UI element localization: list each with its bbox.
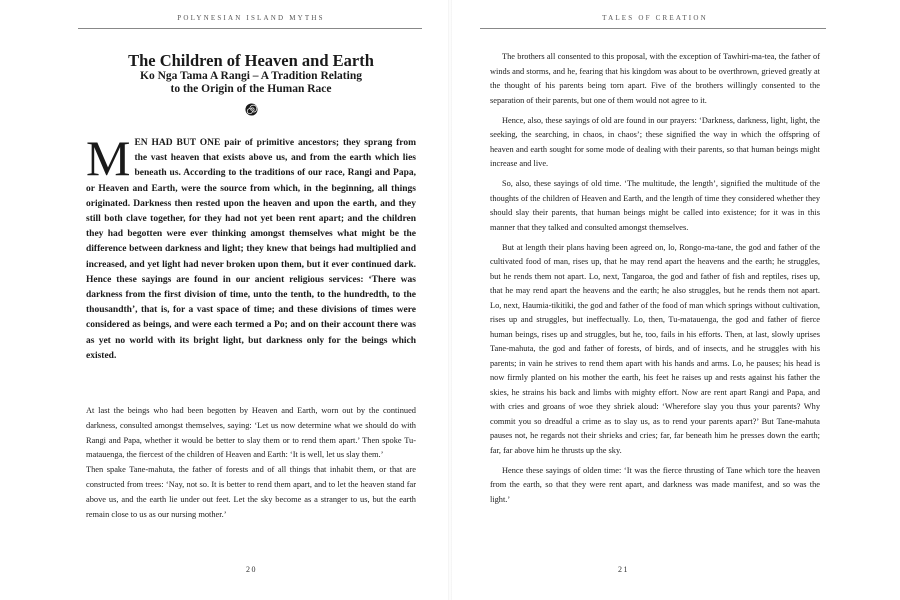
- right-paragraph-3: So, also, these sayings of old time. ‘The multitude, the length’, signified the multitude of the thoughts of the children of Heaven and Earth, and the length of time they considered whether they should slay their parents, that human beings might be called into existence; for it was in this manner that they talked and consulted amongst themselves.: [490, 179, 820, 232]
- left-header-rule: [78, 28, 422, 29]
- right-running-head: TALES OF CREATION: [602, 14, 708, 22]
- opening-text: EN HAD BUT ONE pair of primitive ancestors; they sprang from the vast heaven that exists above us, and from the earth which lies beneath us. According to the traditions of our race, Rangi and Papa, or Heaven and Earth, were the source from which, in the beginning, all things originated. Darkness then rested upon the heaven and upon the earth, and they still both clave together, for they had not yet been rent apart; and the children they had begotten were ever thinking amongst themselves what might be the difference between darkness and light; they knew that beings had multiplied and increased, and yet light had never broken upon them, but it ever continued dark. Hence these sayings are found in our ancient religious services: ‘There was darkness from the first division of time, unto the tenth, to the hundredth, to the thousandth’, that is, for a vast space of time; and these divisions of times were considered as beings, and were each termed a Po; and on their account there was as yet no world with its bright light, but darkness only for the beings which existed.: [86, 138, 416, 361]
- right-page-number: 21: [618, 565, 629, 574]
- spiral-ornament-icon: [86, 103, 416, 116]
- right-body-text: [490, 50, 820, 513]
- chapter-title: The Children of Heaven and Earth: [128, 51, 374, 70]
- left-running-head: POLYNESIAN ISLAND MYTHS: [177, 14, 325, 22]
- chapter-heading: [86, 52, 416, 116]
- left-paragraph-1: At last the beings who had been begotten by Heaven and Earth, worn out by the continued darkness, consulted amongst themselves, saying: ‘Let us now determine what we should do with Rangi and Papa, whether it would be better to slay them or to rend them apart.’ Then spoke Tu-matauenga, the fiercest of the children of Heaven and Earth: ‘It is well, let us slay them.’: [86, 406, 416, 460]
- drop-cap: M: [86, 130, 131, 186]
- right-paragraph-1: The brothers all consented to this proposal, with the exception of Tawhiri-ma-tea, the father of winds and storms, and he, fearing that his kingdom was about to be overthrown, grieved greatly at the thought of his parents being torn apart. Five of the brothers willingly consented to the separation of their parents, but one of them would not agree to it.: [490, 52, 820, 105]
- right-page: [450, 0, 900, 600]
- left-body-text: [86, 404, 416, 522]
- right-paragraph-4: But at length their plans having been agreed on, lo, Rongo-ma-tane, the god and father of the cultivated food of man, rises up, that he may rend apart the heavens and the earth; he struggles, but he rends them not apart. Lo, next, Tangaroa, the god and father of fish and reptiles, rises up, that he may rend apart the heavens and the earth; he also struggles, but he rends them not apart. Lo, next, Haumia-tikitiki, the god and father of the food of man which springs without cultivation, rises up and struggles, but ineffectually. Lo, then, Tu-matauenga, the god and father of fierce human beings, rises up and struggles, but he, too, fails in his efforts. Then, at last, slowly uprises Tane-mahuta, the god and father of forests, of birds, and of insects, and he struggles with his parents; in vain he strives to rend them apart with his hands and arms. Lo, he pauses; his head is now firmly planted on his mother the earth, his feet he raises up and rests against his father the skies, he strains his back and limbs with mighty effort. Now are rent apart Rangi and Papa, and with cries and groans of woe they shriek aloud: ‘Wherefore slay you thus your parents? Why commit you so dreadful a crime as to slay us, as to rend your parents apart?’ But Tane-mahuta pauses not, he regards not their shrieks and cries; far, far beneath him he presses down the earth; far, far above him he thrusts up the sky.: [490, 242, 820, 455]
- right-paragraph-2: Hence, also, these sayings of old are found in our prayers: ‘Darkness, darkness, light, light, the seeking, the searching, in chaos, in chaos’; these signified the way in which the offspring of heaven and earth sought for some mode of dealing with their parents, so that human beings might increase and live.: [490, 115, 820, 168]
- chapter-subtitle-line1: Ko Nga Tama A Rangi – A Tradition Relating: [140, 70, 362, 82]
- right-paragraph-5: Hence these sayings of olden time: ‘It was the fierce thrusting of Tane which tore the heaven from the earth, so that they were rent apart, and darkness was made manifest, and so was the light.’: [490, 465, 820, 504]
- opening-paragraph: [86, 130, 416, 364]
- chapter-subtitle-line2: to the Origin of the Human Race: [170, 83, 332, 95]
- left-page-number: 20: [246, 565, 257, 574]
- left-paragraph-2: Then spake Tane-mahuta, the father of forests and of all things that inhabit them, or that are constructed from trees: ‘Nay, not so. It is better to rend them apart, and to let the heaven stand far above us, and the earth lie under out feet. Let the sky become as a stranger to us, but the earth remain close to us as our nursing mother.’: [86, 465, 416, 519]
- right-header-rule: [480, 28, 826, 29]
